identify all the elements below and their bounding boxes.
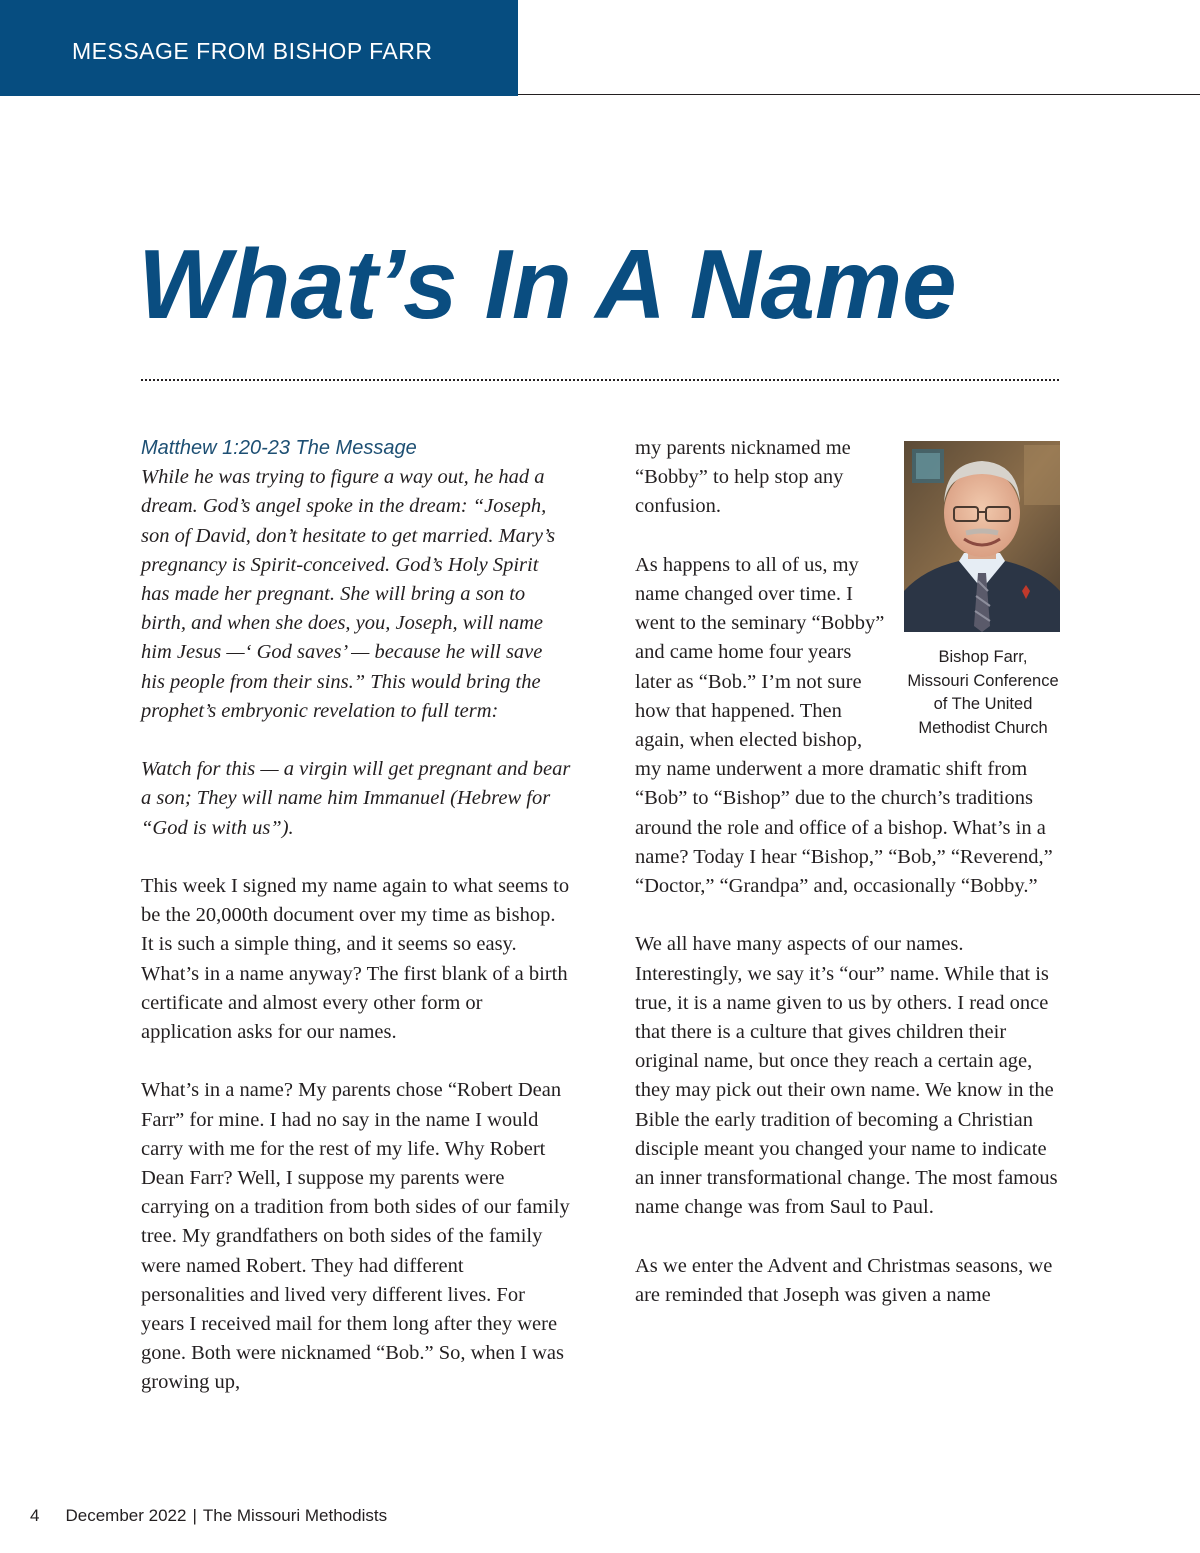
body-paragraph: What’s in a name? My parents chose “Robert Dean Farr” for mine. I had no say in the name I would carry with me for the rest of my life. Why Robert Dean Farr? Well, I suppose my parents were carrying on a tradition from both sides of our family tree. My grandfathers on both sides of the family were named Robert. They had different personalities and lived very different lives. For years I received mail for them long after they were gone. Both were nicknamed “Bob.” So, when I was growing up,	[141, 1079, 570, 1394]
body-paragraph: We all have many aspects of our names. Interestingly, we say it’s “our” name. While that is true, it is a name given to us by others. I read once that there is a culture that gives children their original name, but once they reach a certain age, they may pick out their own name. We know in the Bible the early tradition of becoming a Christian disciple meant you changed your name to indicate an inner transformational change. The most famous name change was from Saul to Paul.	[635, 933, 1058, 1219]
footer-separator: |	[192, 1506, 197, 1525]
publication-name: The Missouri Methodists	[202, 1506, 388, 1525]
article-title: What’s In A Name	[138, 229, 957, 339]
photo-figure	[902, 441, 1060, 740]
left-column	[141, 434, 571, 1398]
page-footer	[30, 1506, 387, 1526]
body-paragraph: As happens to all of us, my name changed over time. I went to the seminary “Bobby” and came home four years later as “Bob.” I’m not sure how that happened. Then again, when elected bishop, my name underwent a more dramatic shift from “Bob” to “Bishop” due to the church’s traditions around the role and office of a bishop. What’s in a name? Today I hear “Bishop,” “Bob,” “Reverend,” “Doctor,” “Grandpa” and, occasionally “Bobby.”	[635, 553, 1053, 898]
photo-caption: Bishop Farr, Missouri Conference of The United Methodist Church	[907, 648, 1059, 737]
scripture-reference: Matthew 1:20-23 The Message	[141, 437, 417, 459]
page-number: 4	[30, 1506, 40, 1525]
scripture-passage-quote: Watch for this — a virgin will get pregnant and bear a son; They will name him Immanuel (Hebrew for “God is with us”).	[141, 758, 571, 839]
body-paragraph: my parents nicknamed me “Bobby” to help stop any confusion.	[635, 437, 851, 518]
bishop-portrait-photo	[904, 441, 1060, 632]
issue-date: December 2022	[65, 1506, 187, 1525]
section-label: MESSAGE FROM BISHOP FARR	[72, 38, 433, 64]
header-rule	[518, 94, 1200, 95]
right-column	[635, 434, 1059, 1310]
body-paragraph: As we enter the Advent and Christmas seasons, we are reminded that Joseph was given a name	[635, 1254, 1053, 1306]
body-paragraph: This week I signed my name again to what seems to be the 20,000th document over my time as bishop. It is such a simple thing, and it seems so easy. What’s in a name anyway? The first blank of a birth certificate and almost every other form or application asks for our names.	[141, 875, 570, 1044]
title-divider	[141, 379, 1059, 381]
scripture-passage: While he was trying to figure a way out, he had a dream. God’s angel spoke in the dream: “Joseph, son of David, don’t hesitate to get married. Mary’s pregnancy is Spirit-conceived. God’s Holy Spirit has made her pregnant. She will bring a son to birth, and when she does, you, Joseph, will name him Jesus —‘ God saves’ — because he will save his people from their sins.” This would bring the prophet’s embryonic revelation to full term:	[141, 466, 556, 722]
